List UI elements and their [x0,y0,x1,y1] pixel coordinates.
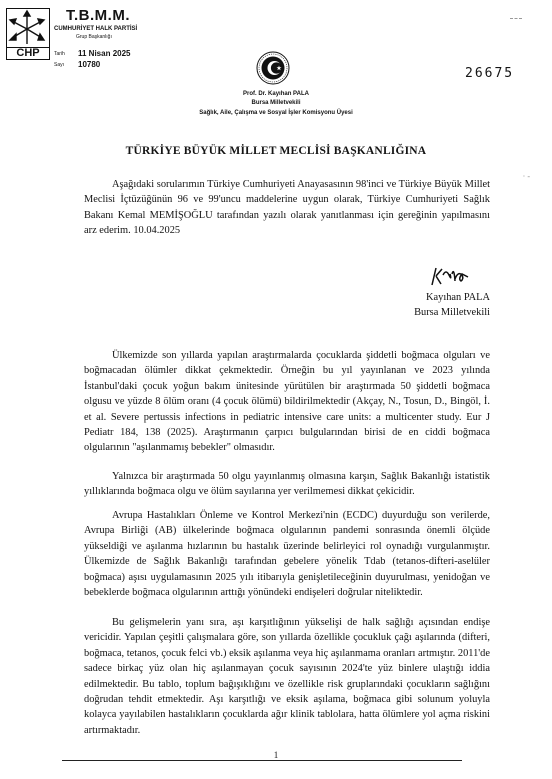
footer-rule [62,760,462,761]
date-label: Tarih [54,51,65,57]
number-label: Sayı [54,62,65,68]
signature-mark [428,265,482,287]
margin-mark: · - [522,172,530,181]
page-title: TÜRKİYE BÜYÜK MİLLET MECLİSİ BAŞKANLIĞINA [125,145,427,157]
sender-name: Prof. Dr. Kayıhan PALA [243,91,309,97]
margin-mark [510,18,522,19]
request-paragraph: Aşağıdaki sorularımın Türkiye Cumhuriyeti Anayasasının 98'inci ve Türkiye Büyük Millet Meclisi İçtüzüğünün 96 ve 99'uncu maddelerine uygun olarak, Türkiye Cumhuriyeti Sağlık Bakanı Kemal MEMİŞOĞLU tarafından yazılı olarak yanıtlanması için gereğinin yapılmasını arz ederim. 10.04.2025 [84,179,490,237]
group-name: Grup Başkanlığı [76,34,112,40]
six-arrows-icon [6,8,50,48]
body-paragraph: Bu gelişmelerin yanı sıra, aşı karşıtlığının yükselişi de halk sağlığı açısından endişe vericidir. Yapılan çeşitli çalışmalara göre, son yıllarda özellikle çocukluk çağı aşılarında (difteri, boğmaca, tetanos, çocuk felci vb.) eksik aşılanma veya hiç aşılanmama oranları artmıştır. 2011'de sadece birkaç yüz olan hiç aşılanmayan çocuk sayısının 2024'te yüz binlere ulaştığı iddia edilmektedir. Bu tablo, toplum bağışıklığını ve özellikle risk gruplarındaki çocukların sağlığını doğrudan tehdit etmektedir. Aşı karşıtlığı ve eksik aşılama, boğmaca gibi solunum yoluyla kolayca yayılabilen hastalıkların çocuklarda ağır klinik tablolara, hatta ölümlere yol açma riskini artırmaktadır. [84,617,490,736]
logo-text: CHP [6,48,50,60]
signatory-name: Kayıhan PALA [426,292,490,303]
number-value: 10780 [78,60,101,69]
body-paragraph: Yalnızca bir araştırmada 50 olgu yayınlanmış olmasına karşın, Sağlık Bakanlığı istatistik yıllıklarında boğmaca olgu ve ölüm sayılarına yer verilmemesi dikkat çekicidir. [84,471,490,498]
tbmm-emblem-icon [256,51,290,85]
signatory-role: Bursa Milletvekili [414,307,490,318]
chp-logo [6,8,50,60]
body-paragraph: Avrupa Hastalıkları Önleme ve Kontrol Merkezi'nin (ECDC) duyurduğu son verilerde, Avrupa Birliği (AB) ülkelerinde boğmaca olgularının pandemi sonrasında önemli ölçüde yükseldiği ve aşılanma hızlarının bu hastalık üzerinde belirleyici rol oynadığı vurgulanmıştır. Ülkemizde de Sağlık Bakanlığı tarafından gebelere yönelik Tdab (tetanos-difteri-aselüler boğmaca) aşısı uygulamasının 2025 yılı itibarıyla genişletileceğinin duyurulması, yenidoğan ve bebeklerde boğmaca olgularının arttığı yönündeki endişeleri doğrular niteliktedir. [84,510,490,599]
sender-role: Bursa Milletvekili [251,100,301,106]
party-name: CUMHURİYET HALK PARTİSİ [54,26,138,32]
date-value: 11 Nisan 2025 [78,49,131,58]
body-paragraph: Ülkemizde son yıllarda yapılan araştırmalarda çocuklarda şiddetli boğmaca olguları ve boğmacadan ölümler dikkat çekmektedir. Örneğin bu yıl yayınlanan ve 2023 yılında İstanbul'daki çocuk yoğun bakım ünitesinde yürütülen bir araştırmada 50 şiddetli boğmaca olgusu ve yüzde 8 ölüm oranı (4 çocuk ölümü) bildirilmektedir (Akçay, N., Tosun, D., Bingöl, İ. et al. Severe pertussis infections in pediatric intensive care units: a multicenter study. Eur J Pediatr 184, 138 (2025). Araştırmanın çarpıcı bulgularından birisi de en ciddi boğmaca olgularının "aşılanmamış bebekler" olmasıdır. [84,350,490,454]
org-name: T.B.M.M. [66,7,130,24]
page-number: 1 [273,750,279,760]
sender-committee: Sağlık, Aile, Çalışma ve Sosyal İşler Komisyonu Üyesi [199,110,353,116]
stamp-number: 26675 [465,66,515,81]
